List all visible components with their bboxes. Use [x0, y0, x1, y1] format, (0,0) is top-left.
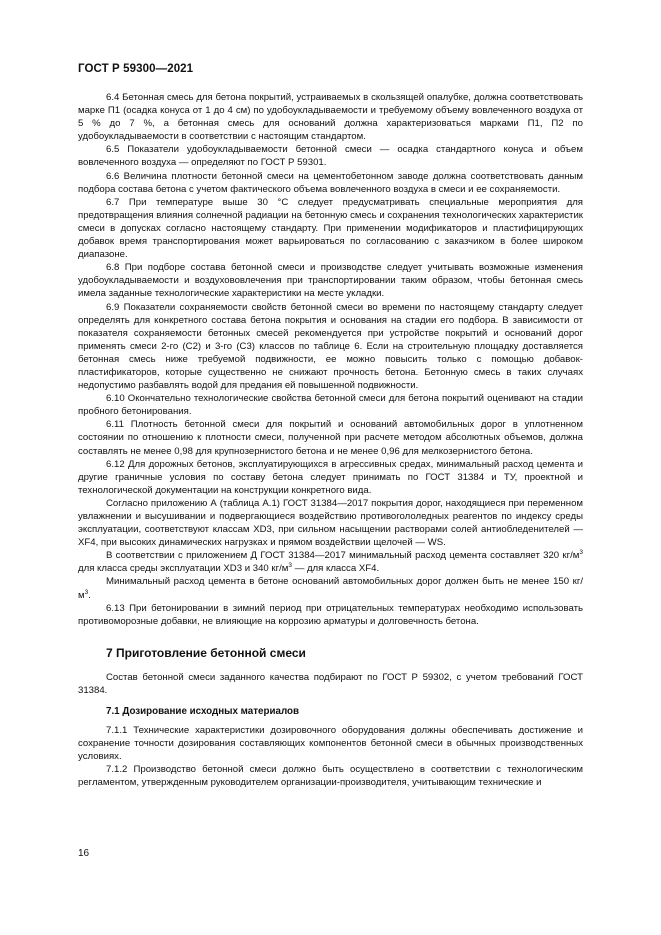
paragraph-annex-a: Согласно приложению А (таблица А.1) ГОСТ 31384—2017 покрытия дорог, находящиеся при переменном увлажнении и высушивании и подвергающиеся воздействию противогололедных реагентов по индексу среды эксплуатации, соответствуют классам XD3, при сильном насыщении растворами солей антиобледенителей — XF4, при высоких динамических нагрузках и прямом воздействии щелочей — WS.: [78, 497, 583, 549]
standard-header: ГОСТ Р 59300—2021: [78, 63, 194, 75]
annex-d-text-c: — для класса XF4.: [292, 563, 380, 575]
paragraph-6-7: 6.7 При температуре выше 30 °С следует предусматривать специальные мероприятия для предотвращения влияния солнечной радиации на бетонную смесь и сохранения технологических характеристик смеси в допусках согласно настоящему стандарту. При применении модификаторов и пластифицирующих добавок время транспортирования может варьироваться по согласованию с заказчиком в более широком диапазоне.: [78, 196, 583, 261]
min-cement-text-b: .: [88, 589, 91, 601]
min-cement-text-a: Минимальный расход цемента в бетоне оснований автомобильных дорог должен быть не менее 150 кг/м: [78, 576, 583, 601]
section-7-1-heading: 7.1 Дозирование исходных материалов: [106, 706, 300, 718]
paragraph-6-13: 6.13 При бетонировании в зимний период при отрицательных температурах необходимо использовать противоморозные добавки, не влияющие на коррозию арматуры и долговечность бетона.: [78, 602, 583, 627]
annex-d-text-b: для класса среды эксплуатации XD3 и 340 кг/м: [78, 563, 289, 575]
cubic-superscript: 3: [84, 588, 89, 596]
paragraph-6-5: 6.5 Показатели удобоукладываемости бетонной смеси — осадка стандартного конуса и объем вовлеченного воздуха — определяют по ГОСТ Р 59301.: [78, 144, 583, 169]
paragraph-6-4: 6.4 Бетонная смесь для бетона покрытий, устраиваемых в скользящей опалубке, должна соответствовать марке П1 (осадка конуса от 1 до 4 см) по удобоукладываемости и требуемому объему вовлеченного воздуха от 5 % до 7 %, а бетонная смесь для оснований должна характеризоваться марками П1, П2 по удобоукладываемости в соответствии с настоящим стандартом.: [78, 92, 583, 143]
section-7-heading: 7 Приготовление бетонной смеси: [106, 645, 306, 660]
paragraph-min-cement: [78, 575, 583, 601]
paragraph-6-8: 6.8 При подборе состава бетонной смеси и производстве следует учитывать возможные изменения удобоукладываемости и воздухововлечения при транспортировании таким образом, чтобы бетонная смесь имела заданные технологические характеристики на месте укладки.: [78, 262, 583, 300]
paragraph-7-1-1: 7.1.1 Технические характеристики дозировочного оборудования должны обеспечивать достижение и сохранение точности дозирования составляющих компонентов бетонной смеси в обычных производственных условиях.: [78, 725, 583, 763]
paragraph-6-11: 6.11 Плотность бетонной смеси для покрытий и оснований автомобильных дорог в уплотненном состоянии по отношению к плотности смеси, полученной при расчете методом абсолютных объемов, должна составлять не менее 0,98 для крупнозернистого бетона и не менее 0,96 для мелкозернистого бетона.: [78, 419, 583, 457]
paragraph-6-9: 6.9 Показатели сохраняемости свойств бетонной смеси во времени по настоящему стандарту следует определять для конкретного состава бетона покрытия и основания на стадии его подбора. В зависимости от показателя сохраняемости бетонных смесей рекомендуется при устройстве покрытий и оснований дорог применять смеси 2-го (С2) и 3-го (С3) классов по таблице 6. Если на строительную площадку доставляется бетонная смесь ниже требуемой подвижности, ее можно повысить только с помощью добавок-пластификаторов, которые существенно не снижают прочность бетона. Бетонную смесь в таких случаях недопустимо разбавлять водой для предания ей повышенной подвижности.: [78, 301, 583, 392]
paragraph-annex-d: [78, 549, 583, 575]
page-number: 16: [78, 848, 90, 859]
paragraph-6-12: 6.12 Для дорожных бетонов, эксплуатирующихся в агрессивных средах, минимальный расход цемента и другие граничные условия по составу бетона следует принимать по ГОСТ 31384 и ТУ, проектной и технологической документации на конструкции конкретного вида.: [78, 458, 583, 496]
cubic-superscript: 3: [579, 549, 583, 557]
paragraph-7-intro: Состав бетонной смеси заданного качества подбирают по ГОСТ Р 59302, с учетом требований ГОСТ 31384.: [78, 671, 583, 696]
annex-d-text-a: В соответствии с приложением Д ГОСТ 31384—2017 минимальный расход цемента составляет 320 кг/м: [106, 550, 580, 562]
paragraph-6-6: 6.6 Величина плотности бетонной смеси на цементобетонном заводе должна соответствовать данным подбора состава бетона с учетом фактического объема вовлеченного воздуха в смеси и ее сохраняемости.: [78, 170, 583, 195]
paragraph-6-10: 6.10 Окончательно технологические свойства бетонной смеси для бетона покрытий оценивают на стадии пробного бетонирования.: [78, 393, 583, 418]
paragraph-7-1-2: 7.1.2 Производство бетонной смеси должно быть осуществлено в соответствии с технологическим регламентом, утвержденным руководителем организации-производителя, учитывающим технические и: [78, 764, 583, 789]
document-body: [78, 91, 583, 790]
cubic-superscript: 3: [288, 562, 293, 570]
